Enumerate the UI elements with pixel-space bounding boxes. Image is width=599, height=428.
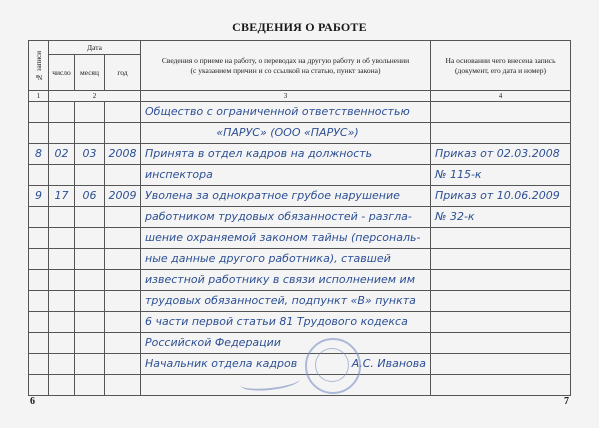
record-basis: № 115-к (431, 165, 571, 186)
table-row (29, 228, 571, 249)
record-number: 9 (29, 186, 49, 207)
table-row (29, 249, 571, 270)
page-title: СВЕДЕНИЯ О РАБОТЕ (232, 20, 367, 34)
record-day: 02 (49, 144, 75, 165)
col-number-4: 4 (431, 91, 571, 102)
col-number-2: 2 (49, 91, 141, 102)
signature-row (29, 354, 571, 375)
record-text: Уволена за однократное грубое нарушение (141, 186, 431, 207)
header-day: число (49, 55, 75, 91)
stamp-seal (305, 338, 361, 394)
record-text: ные данные другого работника), ставшей (141, 249, 431, 270)
record-basis: Приказ от 10.06.2009 (431, 186, 571, 207)
record-basis: Приказ от 02.03.2008 (431, 144, 571, 165)
table-row (29, 144, 571, 165)
record-text: известной работнику в связи исполнением им (141, 270, 431, 291)
header-date: Дата (49, 41, 141, 55)
header-info: Сведения о приеме на работу, о переводах на другую работу и об увольнении (с указанием причин и со ссылкой на статью, пункт закона) (141, 41, 431, 91)
record-year: 2009 (105, 186, 141, 207)
record-text: инспектора (141, 165, 431, 186)
record-basis: № 32-к (431, 207, 571, 228)
record-text: трудовых обязанностей, подпункт «В» пункта (141, 291, 431, 312)
col-number-3: 3 (141, 91, 431, 102)
record-text: Общество с ограниченной ответственностью (141, 102, 431, 123)
record-text: Российской Федерации (141, 333, 431, 354)
record-month: 03 (75, 144, 105, 165)
record-text: Принята в отдел кадров на должность (141, 144, 431, 165)
header-basis: На основании чего внесена запись (документ, его дата и номер) (431, 41, 571, 91)
table-row (29, 291, 571, 312)
table-row (29, 123, 571, 144)
table-row (29, 186, 571, 207)
col-number-1: 1 (29, 91, 49, 102)
table-row (29, 165, 571, 186)
table-row (29, 102, 571, 123)
table-row (29, 333, 571, 354)
signatory-position: Начальник отдела кадров (145, 357, 298, 370)
page-number-left: 6 (30, 396, 35, 407)
record-text: шение охраняемой законом тайны (персональ- (141, 228, 431, 249)
work-record-table (28, 40, 571, 396)
record-year: 2008 (105, 144, 141, 165)
header-record-number: № записи (29, 41, 49, 91)
record-text: 6 части первой статьи 81 Трудового кодекса (141, 312, 431, 333)
signatory-name: А.С. Иванова (351, 357, 427, 370)
record-number: 8 (29, 144, 49, 165)
record-text: «ПАРУС» (ООО «ПАРУС») (141, 123, 431, 144)
header-month: месяц (75, 55, 105, 91)
table-row (29, 270, 571, 291)
record-month: 06 (75, 186, 105, 207)
record-day: 17 (49, 186, 75, 207)
table-row (29, 207, 571, 228)
table-row (29, 312, 571, 333)
record-text: работником трудовых обязанностей - разгла- (141, 207, 431, 228)
header-year: год (105, 55, 141, 91)
page-number-right: 7 (564, 396, 569, 407)
